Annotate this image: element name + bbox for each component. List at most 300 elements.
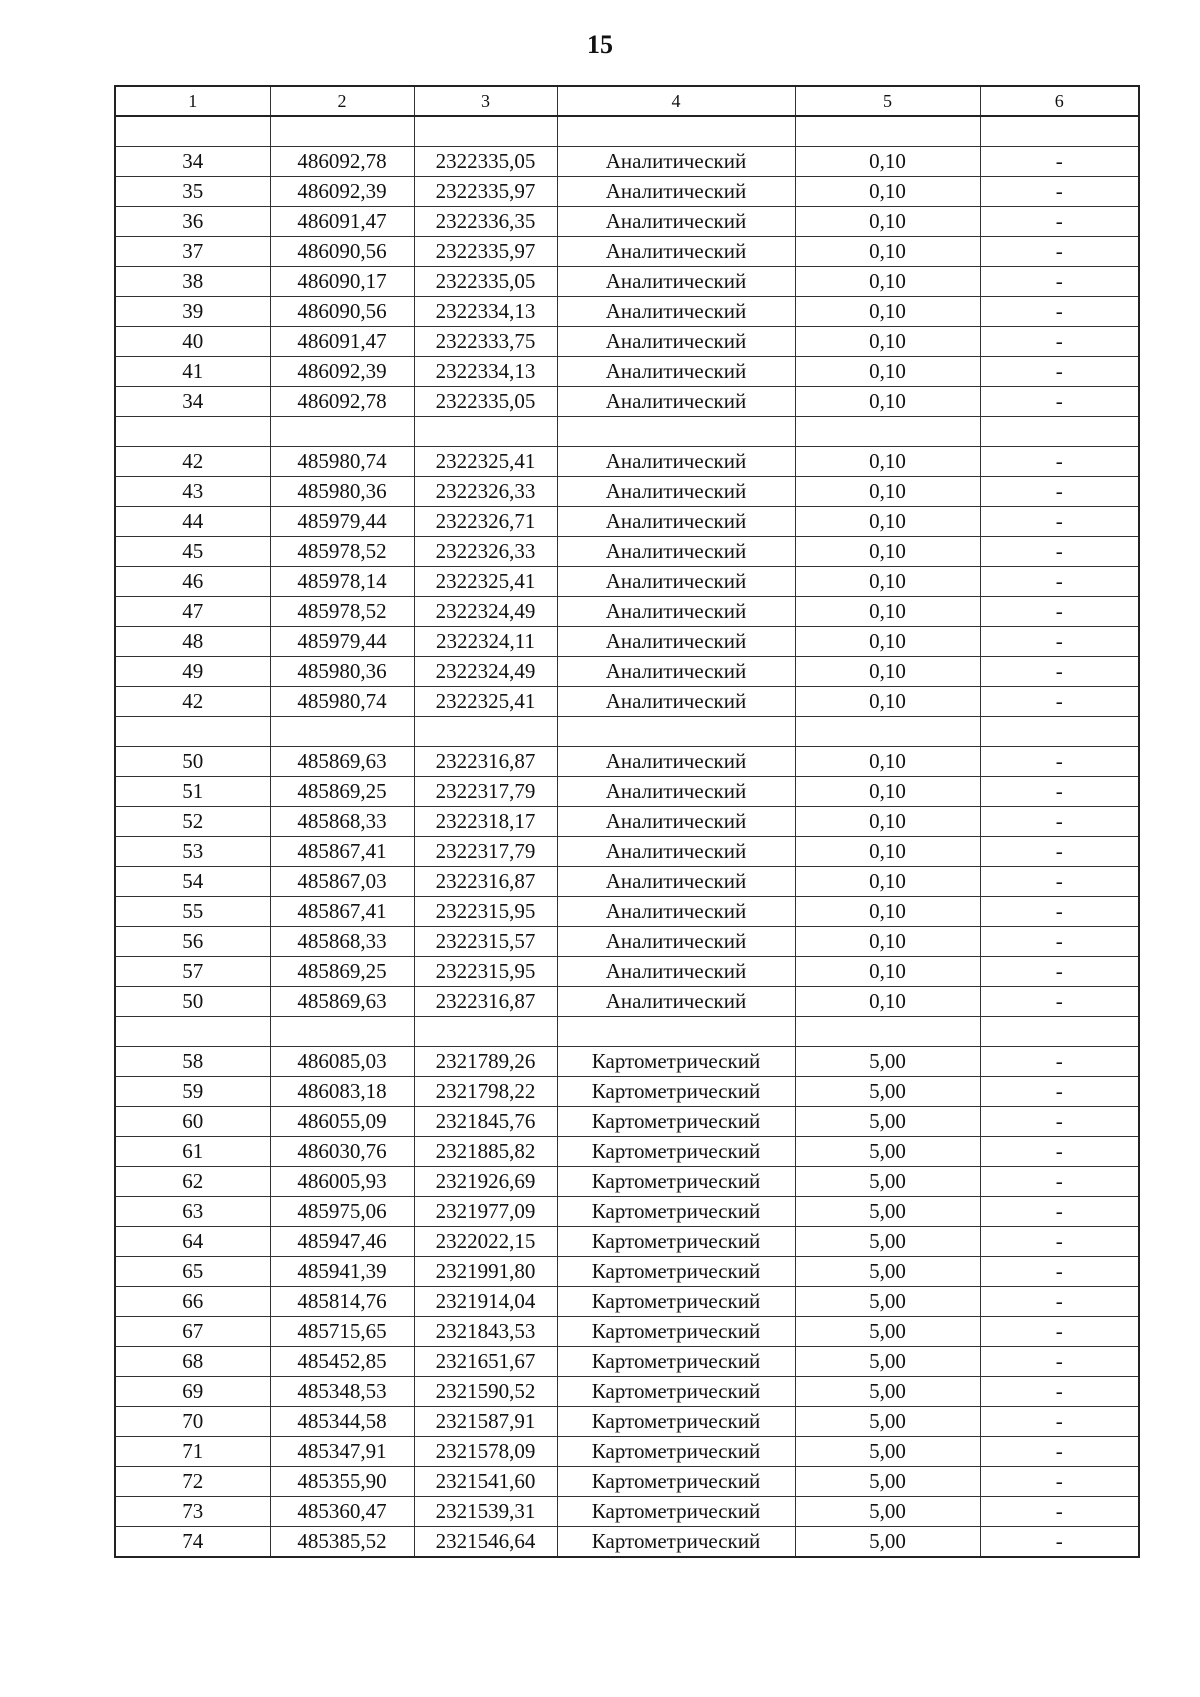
y-coordinate-cell: 2321541,60 <box>414 1467 557 1497</box>
x-coordinate-cell: 485347,91 <box>270 1437 414 1467</box>
x-coordinate-cell: 486092,39 <box>270 357 414 387</box>
x-coordinate-cell <box>270 1017 414 1047</box>
table-row <box>115 387 1139 417</box>
method-cell: Картометрический <box>557 1467 795 1497</box>
x-coordinate-cell: 485869,25 <box>270 777 414 807</box>
x-coordinate-cell: 485869,63 <box>270 747 414 777</box>
table-row <box>115 177 1139 207</box>
description-cell: - <box>980 1137 1139 1167</box>
description-cell: - <box>980 1437 1139 1467</box>
table-row <box>115 927 1139 957</box>
method-cell <box>557 417 795 447</box>
method-cell: Картометрический <box>557 1257 795 1287</box>
method-cell: Аналитический <box>557 507 795 537</box>
column-header: 6 <box>980 86 1139 116</box>
description-cell: - <box>980 207 1139 237</box>
description-cell: - <box>980 1257 1139 1287</box>
x-coordinate-cell: 486090,17 <box>270 267 414 297</box>
accuracy-cell: 0,10 <box>795 267 980 297</box>
column-header: 1 <box>115 86 270 116</box>
point-number-cell: 42 <box>115 687 270 717</box>
x-coordinate-cell: 486083,18 <box>270 1077 414 1107</box>
point-number-cell: 45 <box>115 537 270 567</box>
point-number-cell: 58 <box>115 1047 270 1077</box>
method-cell: Аналитический <box>557 267 795 297</box>
x-coordinate-cell: 485360,47 <box>270 1497 414 1527</box>
description-cell <box>980 1017 1139 1047</box>
accuracy-cell: 0,10 <box>795 777 980 807</box>
description-cell: - <box>980 1317 1139 1347</box>
accuracy-cell: 0,10 <box>795 837 980 867</box>
table-row <box>115 237 1139 267</box>
y-coordinate-cell <box>414 116 557 147</box>
method-cell: Аналитический <box>557 957 795 987</box>
table-row <box>115 327 1139 357</box>
point-number-cell: 43 <box>115 477 270 507</box>
description-cell: - <box>980 987 1139 1017</box>
table-row <box>115 1077 1139 1107</box>
table-row <box>115 807 1139 837</box>
point-number-cell: 37 <box>115 237 270 267</box>
x-coordinate-cell: 485978,52 <box>270 537 414 567</box>
y-coordinate-cell: 2322325,41 <box>414 687 557 717</box>
description-cell: - <box>980 537 1139 567</box>
accuracy-cell: 0,10 <box>795 357 980 387</box>
table-row <box>115 147 1139 177</box>
point-number-cell: 44 <box>115 507 270 537</box>
page-number: 15 <box>587 30 613 59</box>
description-cell: - <box>980 1347 1139 1377</box>
point-number-cell: 51 <box>115 777 270 807</box>
point-number-cell: 61 <box>115 1137 270 1167</box>
accuracy-cell: 0,10 <box>795 327 980 357</box>
y-coordinate-cell: 2322333,75 <box>414 327 557 357</box>
table-row <box>115 297 1139 327</box>
description-cell: - <box>980 627 1139 657</box>
x-coordinate-cell: 485868,33 <box>270 927 414 957</box>
table-row <box>115 897 1139 927</box>
point-number-cell: 38 <box>115 267 270 297</box>
method-cell: Аналитический <box>557 297 795 327</box>
table-row <box>115 957 1139 987</box>
description-cell: - <box>980 807 1139 837</box>
point-number-cell: 46 <box>115 567 270 597</box>
y-coordinate-cell: 2321651,67 <box>414 1347 557 1377</box>
accuracy-cell: 0,10 <box>795 987 980 1017</box>
table-row <box>115 597 1139 627</box>
point-number-cell: 71 <box>115 1437 270 1467</box>
point-number-cell: 72 <box>115 1467 270 1497</box>
description-cell: - <box>980 1167 1139 1197</box>
y-coordinate-cell: 2322317,79 <box>414 777 557 807</box>
table-row <box>115 447 1139 477</box>
method-cell: Аналитический <box>557 897 795 927</box>
method-cell: Картометрический <box>557 1137 795 1167</box>
point-number-cell: 50 <box>115 987 270 1017</box>
description-cell: - <box>980 267 1139 297</box>
accuracy-cell: 0,10 <box>795 687 980 717</box>
method-cell: Картометрический <box>557 1347 795 1377</box>
point-number-cell <box>115 717 270 747</box>
description-cell: - <box>980 447 1139 477</box>
description-cell: - <box>980 327 1139 357</box>
point-number-cell: 34 <box>115 387 270 417</box>
y-coordinate-cell: 2322315,57 <box>414 927 557 957</box>
y-coordinate-cell: 2322316,87 <box>414 747 557 777</box>
x-coordinate-cell: 485715,65 <box>270 1317 414 1347</box>
y-coordinate-cell: 2321991,80 <box>414 1257 557 1287</box>
point-number-cell: 63 <box>115 1197 270 1227</box>
description-cell: - <box>980 507 1139 537</box>
x-coordinate-cell: 485355,90 <box>270 1467 414 1497</box>
x-coordinate-cell: 485978,14 <box>270 567 414 597</box>
y-coordinate-cell: 2322315,95 <box>414 897 557 927</box>
x-coordinate-cell: 486092,78 <box>270 387 414 417</box>
y-coordinate-cell: 2321885,82 <box>414 1137 557 1167</box>
x-coordinate-cell <box>270 116 414 147</box>
accuracy-cell: 0,10 <box>795 447 980 477</box>
x-coordinate-cell: 485344,58 <box>270 1407 414 1437</box>
accuracy-cell: 0,10 <box>795 207 980 237</box>
x-coordinate-cell: 485385,52 <box>270 1527 414 1558</box>
point-number-cell <box>115 1017 270 1047</box>
method-cell: Аналитический <box>557 927 795 957</box>
table-row <box>115 1497 1139 1527</box>
y-coordinate-cell: 2322326,71 <box>414 507 557 537</box>
description-cell: - <box>980 1107 1139 1137</box>
table-row <box>115 1047 1139 1077</box>
coordinates-table <box>114 85 1140 1558</box>
x-coordinate-cell: 486055,09 <box>270 1107 414 1137</box>
column-header: 4 <box>557 86 795 116</box>
point-number-cell: 52 <box>115 807 270 837</box>
accuracy-cell: 0,10 <box>795 147 980 177</box>
table-row <box>115 357 1139 387</box>
method-cell: Аналитический <box>557 327 795 357</box>
separator-row <box>115 417 1139 447</box>
x-coordinate-cell: 485814,76 <box>270 1287 414 1317</box>
method-cell: Аналитический <box>557 147 795 177</box>
point-number-cell: 42 <box>115 447 270 477</box>
table-row <box>115 1467 1139 1497</box>
point-number-cell: 41 <box>115 357 270 387</box>
y-coordinate-cell: 2322325,41 <box>414 567 557 597</box>
point-number-cell: 70 <box>115 1407 270 1437</box>
point-number-cell: 74 <box>115 1527 270 1558</box>
point-number-cell: 59 <box>115 1077 270 1107</box>
description-cell: - <box>980 1227 1139 1257</box>
description-cell: - <box>980 1407 1139 1437</box>
y-coordinate-cell <box>414 417 557 447</box>
x-coordinate-cell: 486092,39 <box>270 177 414 207</box>
table-row <box>115 207 1139 237</box>
accuracy-cell: 5,00 <box>795 1137 980 1167</box>
x-coordinate-cell: 485947,46 <box>270 1227 414 1257</box>
accuracy-cell <box>795 1017 980 1047</box>
description-cell: - <box>980 177 1139 207</box>
accuracy-cell: 5,00 <box>795 1077 980 1107</box>
description-cell <box>980 717 1139 747</box>
description-cell <box>980 417 1139 447</box>
x-coordinate-cell: 485868,33 <box>270 807 414 837</box>
point-number-cell: 39 <box>115 297 270 327</box>
accuracy-cell <box>795 417 980 447</box>
method-cell: Аналитический <box>557 987 795 1017</box>
x-coordinate-cell: 485980,74 <box>270 687 414 717</box>
table-row <box>115 1407 1139 1437</box>
description-cell: - <box>980 1527 1139 1558</box>
y-coordinate-cell <box>414 1017 557 1047</box>
description-cell: - <box>980 1047 1139 1077</box>
y-coordinate-cell: 2321845,76 <box>414 1107 557 1137</box>
x-coordinate-cell: 485348,53 <box>270 1377 414 1407</box>
y-coordinate-cell: 2322315,95 <box>414 957 557 987</box>
method-cell: Аналитический <box>557 207 795 237</box>
table-row <box>115 567 1139 597</box>
table-row <box>115 1527 1139 1558</box>
method-cell: Картометрический <box>557 1197 795 1227</box>
y-coordinate-cell: 2322318,17 <box>414 807 557 837</box>
y-coordinate-cell: 2322335,97 <box>414 237 557 267</box>
table-row <box>115 987 1139 1017</box>
table-row <box>115 747 1139 777</box>
y-coordinate-cell: 2321914,04 <box>414 1287 557 1317</box>
x-coordinate-cell: 486091,47 <box>270 327 414 357</box>
method-cell: Картометрический <box>557 1437 795 1467</box>
point-number-cell: 66 <box>115 1287 270 1317</box>
table-row <box>115 657 1139 687</box>
point-number-cell: 34 <box>115 147 270 177</box>
point-number-cell: 69 <box>115 1377 270 1407</box>
accuracy-cell: 0,10 <box>795 477 980 507</box>
point-number-cell <box>115 116 270 147</box>
y-coordinate-cell: 2321798,22 <box>414 1077 557 1107</box>
accuracy-cell: 5,00 <box>795 1527 980 1558</box>
point-number-cell: 35 <box>115 177 270 207</box>
y-coordinate-cell: 2322335,05 <box>414 147 557 177</box>
accuracy-cell: 0,10 <box>795 507 980 537</box>
point-number-cell: 56 <box>115 927 270 957</box>
y-coordinate-cell: 2321546,64 <box>414 1527 557 1558</box>
x-coordinate-cell: 486090,56 <box>270 237 414 267</box>
method-cell: Аналитический <box>557 657 795 687</box>
accuracy-cell: 5,00 <box>795 1377 980 1407</box>
accuracy-cell: 0,10 <box>795 657 980 687</box>
x-coordinate-cell: 485980,36 <box>270 477 414 507</box>
point-number-cell: 73 <box>115 1497 270 1527</box>
point-number-cell: 53 <box>115 837 270 867</box>
y-coordinate-cell: 2321539,31 <box>414 1497 557 1527</box>
column-header: 3 <box>414 86 557 116</box>
method-cell: Аналитический <box>557 387 795 417</box>
method-cell <box>557 116 795 147</box>
table-row <box>115 507 1139 537</box>
y-coordinate-cell: 2322326,33 <box>414 477 557 507</box>
method-cell: Картометрический <box>557 1407 795 1437</box>
column-header: 5 <box>795 86 980 116</box>
table-row <box>115 1317 1139 1347</box>
x-coordinate-cell: 485975,06 <box>270 1197 414 1227</box>
point-number-cell: 54 <box>115 867 270 897</box>
description-cell: - <box>980 477 1139 507</box>
method-cell: Картометрический <box>557 1527 795 1558</box>
table-row <box>115 1287 1139 1317</box>
description-cell: - <box>980 657 1139 687</box>
point-number-cell: 68 <box>115 1347 270 1377</box>
description-cell: - <box>980 237 1139 267</box>
method-cell: Картометрический <box>557 1317 795 1347</box>
table-row <box>115 477 1139 507</box>
y-coordinate-cell: 2322325,41 <box>414 447 557 477</box>
accuracy-cell: 5,00 <box>795 1257 980 1287</box>
accuracy-cell: 0,10 <box>795 927 980 957</box>
point-number-cell: 48 <box>115 627 270 657</box>
description-cell: - <box>980 1497 1139 1527</box>
description-cell: - <box>980 1377 1139 1407</box>
description-cell: - <box>980 1467 1139 1497</box>
method-cell: Картометрический <box>557 1227 795 1257</box>
x-coordinate-cell: 486030,76 <box>270 1137 414 1167</box>
method-cell: Аналитический <box>557 477 795 507</box>
point-number-cell: 47 <box>115 597 270 627</box>
method-cell: Аналитический <box>557 777 795 807</box>
x-coordinate-cell: 485869,25 <box>270 957 414 987</box>
method-cell <box>557 1017 795 1047</box>
method-cell: Картометрический <box>557 1287 795 1317</box>
method-cell: Аналитический <box>557 177 795 207</box>
y-coordinate-cell: 2322317,79 <box>414 837 557 867</box>
point-number-cell: 40 <box>115 327 270 357</box>
method-cell: Аналитический <box>557 597 795 627</box>
accuracy-cell: 0,10 <box>795 747 980 777</box>
y-coordinate-cell: 2321578,09 <box>414 1437 557 1467</box>
description-cell: - <box>980 567 1139 597</box>
method-cell: Картометрический <box>557 1077 795 1107</box>
description-cell: - <box>980 1077 1139 1107</box>
separator-row <box>115 116 1139 147</box>
description-cell: - <box>980 597 1139 627</box>
description-cell: - <box>980 897 1139 927</box>
x-coordinate-cell <box>270 717 414 747</box>
method-cell: Картометрический <box>557 1107 795 1137</box>
table-row <box>115 1227 1139 1257</box>
description-cell: - <box>980 297 1139 327</box>
table-header-row <box>115 86 1139 116</box>
accuracy-cell: 5,00 <box>795 1167 980 1197</box>
method-cell: Аналитический <box>557 867 795 897</box>
point-number-cell: 62 <box>115 1167 270 1197</box>
table-row <box>115 1197 1139 1227</box>
point-number-cell: 49 <box>115 657 270 687</box>
table-row <box>115 1167 1139 1197</box>
y-coordinate-cell: 2322335,05 <box>414 387 557 417</box>
table-row <box>115 867 1139 897</box>
table-row <box>115 1377 1139 1407</box>
accuracy-cell: 0,10 <box>795 567 980 597</box>
method-cell: Аналитический <box>557 687 795 717</box>
y-coordinate-cell: 2322334,13 <box>414 357 557 387</box>
point-number-cell: 67 <box>115 1317 270 1347</box>
y-coordinate-cell: 2322324,11 <box>414 627 557 657</box>
method-cell: Аналитический <box>557 747 795 777</box>
description-cell: - <box>980 837 1139 867</box>
accuracy-cell: 0,10 <box>795 957 980 987</box>
description-cell: - <box>980 777 1139 807</box>
accuracy-cell: 0,10 <box>795 537 980 567</box>
y-coordinate-cell: 2322335,97 <box>414 177 557 207</box>
x-coordinate-cell <box>270 417 414 447</box>
y-coordinate-cell: 2321926,69 <box>414 1167 557 1197</box>
method-cell: Картометрический <box>557 1377 795 1407</box>
y-coordinate-cell: 2322316,87 <box>414 987 557 1017</box>
method-cell: Картометрический <box>557 1497 795 1527</box>
description-cell <box>980 116 1139 147</box>
y-coordinate-cell: 2321789,26 <box>414 1047 557 1077</box>
accuracy-cell: 5,00 <box>795 1197 980 1227</box>
table-row <box>115 1437 1139 1467</box>
table-row <box>115 1107 1139 1137</box>
y-coordinate-cell: 2322324,49 <box>414 657 557 687</box>
accuracy-cell: 5,00 <box>795 1227 980 1257</box>
point-number-cell: 60 <box>115 1107 270 1137</box>
point-number-cell: 50 <box>115 747 270 777</box>
x-coordinate-cell: 485869,63 <box>270 987 414 1017</box>
method-cell: Картометрический <box>557 1167 795 1197</box>
x-coordinate-cell: 486085,03 <box>270 1047 414 1077</box>
table-body <box>115 86 1139 1557</box>
description-cell: - <box>980 927 1139 957</box>
x-coordinate-cell: 485867,03 <box>270 867 414 897</box>
accuracy-cell <box>795 116 980 147</box>
table-row <box>115 1347 1139 1377</box>
x-coordinate-cell: 485980,36 <box>270 657 414 687</box>
description-cell: - <box>980 387 1139 417</box>
table-row <box>115 627 1139 657</box>
y-coordinate-cell: 2322335,05 <box>414 267 557 297</box>
separator-row <box>115 717 1139 747</box>
table-row <box>115 687 1139 717</box>
y-coordinate-cell: 2321590,52 <box>414 1377 557 1407</box>
description-cell: - <box>980 1287 1139 1317</box>
description-cell: - <box>980 1197 1139 1227</box>
x-coordinate-cell: 485867,41 <box>270 837 414 867</box>
method-cell <box>557 717 795 747</box>
x-coordinate-cell: 485978,52 <box>270 597 414 627</box>
description-cell: - <box>980 357 1139 387</box>
column-header: 2 <box>270 86 414 116</box>
accuracy-cell: 5,00 <box>795 1107 980 1137</box>
x-coordinate-cell: 486005,93 <box>270 1167 414 1197</box>
y-coordinate-cell <box>414 717 557 747</box>
method-cell: Аналитический <box>557 627 795 657</box>
table-row <box>115 837 1139 867</box>
method-cell: Аналитический <box>557 537 795 567</box>
table-row <box>115 267 1139 297</box>
accuracy-cell: 0,10 <box>795 867 980 897</box>
accuracy-cell <box>795 717 980 747</box>
accuracy-cell: 5,00 <box>795 1047 980 1077</box>
y-coordinate-cell: 2321587,91 <box>414 1407 557 1437</box>
point-number-cell: 65 <box>115 1257 270 1287</box>
table-row <box>115 1257 1139 1287</box>
point-number-cell: 64 <box>115 1227 270 1257</box>
x-coordinate-cell: 486090,56 <box>270 297 414 327</box>
accuracy-cell: 0,10 <box>795 627 980 657</box>
method-cell: Аналитический <box>557 357 795 387</box>
description-cell: - <box>980 147 1139 177</box>
y-coordinate-cell: 2321977,09 <box>414 1197 557 1227</box>
description-cell: - <box>980 957 1139 987</box>
